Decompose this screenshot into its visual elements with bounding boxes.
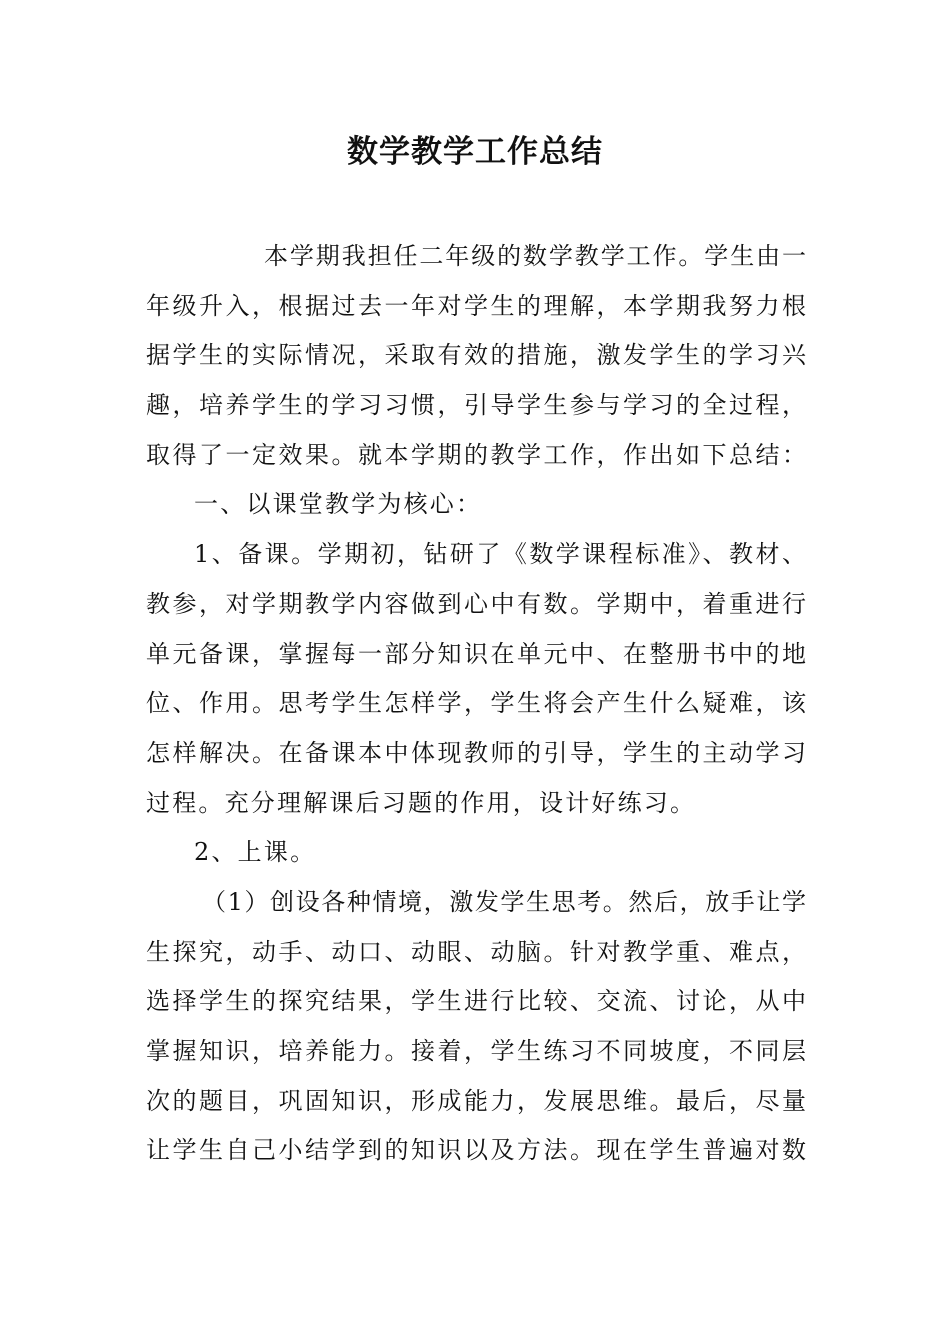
text-line: 次的题目，巩固知识，形成能力，发展思维。最后，尽量 — [146, 1086, 806, 1115]
text-line: （1）创设各种情境，激发学生思考。然后，放手让学 — [202, 887, 806, 916]
text-line: 生探究，动手、动口、动眼、动脑。针对教学重、难点， — [146, 937, 806, 966]
text-line: 年级升入，根据过去一年对学生的理解，本学期我努力根 — [146, 291, 806, 320]
text-line: 1、备课。学期初，钻研了《数学课程标准》、教材、 — [194, 540, 806, 569]
document-title: 数学教学工作总结 — [347, 134, 603, 170]
text-line: 位、作用。思考学生怎样学，学生将会产生什么疑难，该 — [146, 689, 806, 718]
text-line: 过程。充分理解课后习题的作用，设计好练习。 — [146, 788, 697, 817]
text-line: 掌握知识，培养能力。接着，学生练习不同坡度，不同层 — [146, 1037, 806, 1065]
document-body — [146, 232, 806, 1176]
subsection-heading: 2、上课。 — [194, 838, 317, 867]
text-line: 本学期我担任二年级的数学教学工作。学生由一 — [264, 242, 806, 270]
text-line: 单元备课，掌握每一部分知识在单元中、在整册书中的地 — [146, 639, 806, 668]
text-line: 趣，培养学生的学习习惯，引导学生参与学习的全过程， — [146, 391, 806, 420]
section-heading: 一、以课堂教学为核心： — [194, 490, 483, 519]
text-line: 取得了一定效果。就本学期的教学工作，作出如下总结： — [146, 440, 806, 469]
text-line: 教参，对学期教学内容做到心中有数。学期中，着重进行 — [146, 589, 806, 618]
text-line: 让学生自己小结学到的知识以及方法。现在学生普遍对数 — [146, 1136, 806, 1165]
text-line: 怎样解决。在备课本中体现教师的引导，学生的主动学习 — [146, 738, 806, 767]
text-line: 据学生的实际情况，采取有效的措施，激发学生的学习兴 — [146, 341, 806, 370]
text-line: 选择学生的探究结果，学生进行比较、交流、讨论，从中 — [146, 987, 806, 1016]
